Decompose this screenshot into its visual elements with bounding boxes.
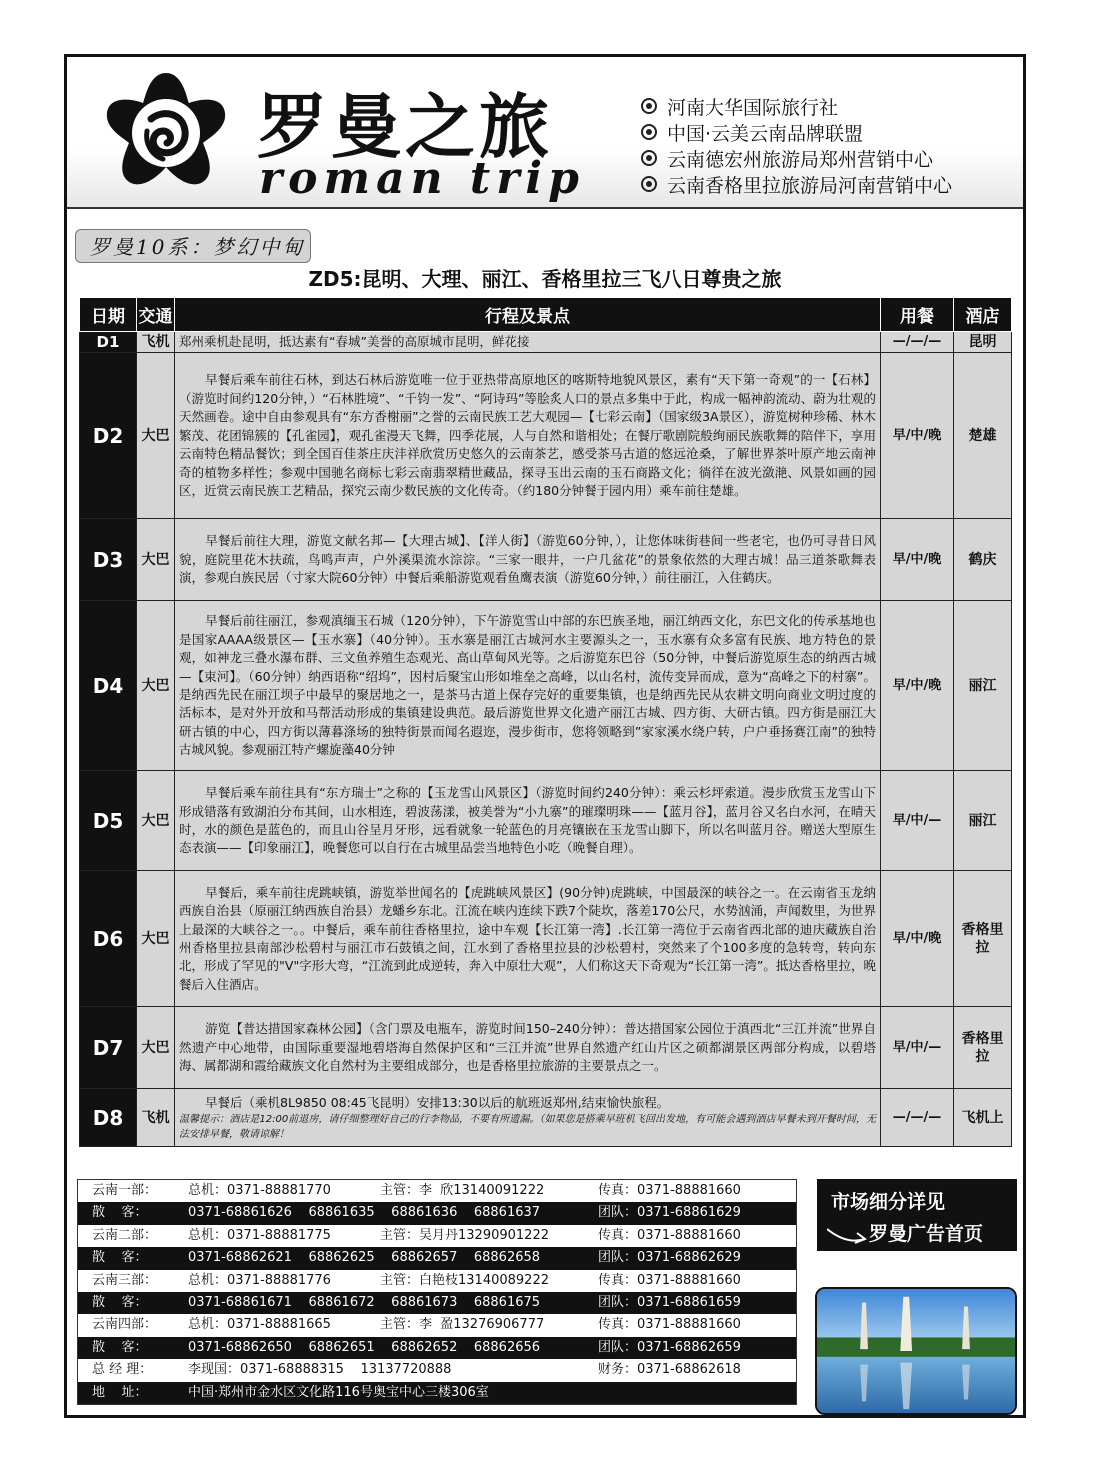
table-row [80,519,1012,601]
transport-cell: 大巴 [137,1007,175,1089]
hotel-cell: 丽江 [954,601,1012,771]
flower-logo-icon [103,69,229,189]
table-row [80,353,1012,519]
transport-cell: 飞机 [137,332,175,353]
contact-row: 云南三部： 总机：0371-88881776 主管：白艳枝13140089222 传真：0371-88881660 [78,1270,796,1292]
itinerary-table [79,297,1012,1147]
org-bullet-icon [641,176,657,192]
col-header-date: 日期 [80,298,137,332]
table-row [80,601,1012,771]
hotel-cell: 丽江 [954,771,1012,871]
meal-cell: 早/中/晚 [881,871,954,1007]
day-cell: D1 [80,332,137,353]
brand-name-en: roman trip [259,153,585,204]
table-row [80,1007,1012,1089]
desc-cell: 早餐后，乘车前往虎跳峡镇，游览举世闻名的【虎跳峡风景区】(90分钟)虎跳峡，中国最深的峡谷之一。在云南省玉龙纳西族自治县（原丽江纳西族自治县）龙蟠乡东北。江流在峡内连续下跌7个陡坎，落差170公尺，水势汹涌，声闻数里，为世界上最深的大峡谷之一。。中餐后，乘车前往香格里拉，途中车观【长江第一湾】.长江第一湾位于云南省西北部的迪庆藏族自治州香格里拉县南部沙松碧村与丽江市石鼓镇之间，江水到了香格里拉县的沙松碧村，突然来了个100多度的急转弯，转向东北，形成了罕见的"V"字形大弯，“江流到此成逆转，奔入中原壮大观”，人们称这天下奇观为“长江第一湾”。抵达香格里拉，晚餐后入住酒店。 [175,871,881,1007]
desc-cell: 早餐后前往丽江，参观滇缅玉石城（120分钟），下午游览雪山中部的东巴族圣地，丽江纳西文化，东巴文化的传承基地也是国家AAAA级景区—【玉水寨】（40分钟）。玉水寨是丽江古城河水主要源头之一，玉水寨有众多富有民族、地方特色的景观，如神龙三叠水瀑布群、三文鱼养殖生态观光、高山草甸风光等。之后游览东巴谷（50分钟，中餐后游览原生态的纳西古城—【束河】。（60分钟）纳西语称“绍坞”，因村后聚宝山形如堆垒之高峰，以山名村，流传变异而成，意为“高峰之下的村寨”。是纳西先民在丽江坝子中最早的聚居地之一，是茶马古道上保存完好的重要集镇，也是纳西先民从农耕文明向商业文明过度的活标本，是对外开放和马帮活动形成的集镇建设典范。最后游览世界文化遗产丽江古城、四方街、大研古镇。四方街是丽江大研古镇的中心，四方街以薄暮涤场的独特街景而闻名遐迩，漫步街市，您将领略到”家家溪水绕户转，户户垂扬赛江南”的独特古城风貌。参观丽江特产螺旋藻40分钟 [175,601,881,771]
series-tag: 罗曼10系：梦幻中甸 [75,229,311,263]
hotel-cell: 香格里拉 [954,871,1012,1007]
org-bullet-icon [641,150,657,166]
contact-row: 总 经 理： 李现国：0371-68888315 13137720888 财务：0371-68862618 [78,1359,796,1381]
day-cell: D2 [80,353,137,519]
transport-cell: 大巴 [137,871,175,1007]
org-bullet-icon [641,98,657,114]
transport-cell: 大巴 [137,353,175,519]
hotel-cell: 飞机上 [954,1089,1012,1147]
contact-row: 地 址： 中国·郑州市金水区文化路116号奥宝中心三楼306室 [78,1382,796,1404]
desc-cell: 游览【普达措国家森林公园】（含门票及电瓶车，游览时间150–240分钟）：普达措国家公园位于滇西北“三江并流”世界自然遗产中心地带，由国际重要湿地碧塔海自然保护区和“三江并流”世界自然遗产红山片区之硕都湖景区两部分构成，以碧塔海、属都湖和霞给藏族文化自然村为主要组成部分，也是香格里拉旅游的主要景点之一。 [175,1007,881,1089]
table-row [80,332,1012,353]
org-item: 云南香格里拉旅游局河南营销中心 [641,171,952,197]
meal-cell: 早/中/— [881,771,954,871]
transport-cell: 飞机 [137,1089,175,1147]
col-header-transport: 交通 [137,298,175,332]
contact-row: 散 客： 0371-68862650 68862651 68862652 68862656 团队：0371-68862659 [78,1337,796,1359]
hotel-cell: 楚雄 [954,353,1012,519]
arrow-icon [827,1225,867,1245]
col-header-meal: 用餐 [881,298,954,332]
org-item: 中国·云美云南品牌联盟 [641,119,952,145]
desc-cell: 郑州乘机赴昆明，抵达素有“春城”美誉的高原城市昆明，鲜花接 [175,332,881,353]
day-cell: D4 [80,601,137,771]
meal-cell: —/—/— [881,332,954,353]
col-header-itinerary: 行程及景点 [175,298,881,332]
contact-row: 散 客： 0371-68862621 68862625 68862657 68862658 团队：0371-68862629 [78,1247,796,1269]
meal-cell: 早/中/晚 [881,353,954,519]
org-item: 河南大华国际旅行社 [641,93,952,119]
day-cell: D6 [80,871,137,1007]
hotel-cell: 香格里拉 [954,1007,1012,1089]
col-header-hotel: 酒店 [954,298,1012,332]
table-row [80,1089,1012,1147]
day-cell: D5 [80,771,137,871]
hotel-cell: 昆明 [954,332,1012,353]
travel-tip-note: 温馨提示：酒店是12:00前退房，请仔细整理好自己的行李物品，不要有所遗漏。（如果您是搭乘早班机飞回出发地，有可能会遇到酒店早餐未到开餐时间，无法安排早餐，敬请谅解！ [179,1114,876,1141]
day-cell: D7 [80,1007,137,1089]
pagoda-photo [815,1287,1017,1415]
org-bullet-icon [641,124,657,140]
desc-cell: 早餐后乘车前往具有“东方瑞士”之称的【玉龙雪山风景区】（游览时间约240分钟）：乘云杉坪索道。漫步欣赏玉龙雪山下形成错落有致湖泊分布其间，山水相连，碧波荡漾，被美誉为“小九寨”的璀璨明珠——【蓝月谷】，蓝月谷又名白水河，在晴天时，水的颜色是蓝色的，而且山谷呈月牙形，远看就象一轮蓝色的月亮镶嵌在玉龙雪山脚下，所以名叫蓝月谷。赠送大型原生态表演——【印象丽江】，晚餐您可以自行在古城里品尝当地特色小吃（晚餐自理）。 [175,771,881,871]
org-item: 云南德宏州旅游局郑州营销中心 [641,145,952,171]
contact-row: 散 客： 0371-68861626 68861635 68861636 68861637 团队：0371-68861629 [78,1202,796,1224]
contact-row: 云南二部： 总机：0371-88881775 主管：吴月丹13290901222 传真：0371-88881660 [78,1225,796,1247]
transport-cell: 大巴 [137,771,175,871]
org-list [641,93,952,197]
meal-cell: —/—/— [881,1089,954,1147]
table-row [80,771,1012,871]
meal-cell: 早/中/晚 [881,601,954,771]
header [67,57,1023,209]
table-row [80,871,1012,1007]
contact-block [77,1179,797,1405]
itinerary-title: ZD5:昆明、大理、丽江、香格里拉三飞八日尊贵之旅 [308,267,782,291]
contact-row: 云南一部： 总机：0371-88881770 主管：李 欣13140091222 传真：0371-88881660 [78,1180,796,1202]
desc-cell: 早餐后乘车前往石林，到达石林后游览唯一位于亚热带高原地区的喀斯特地貌风景区，素有“天下第一奇观”的一【石林】（游览时间约120分钟，）“石林胜境”、“千钧一发”、“阿诗玛”等脍炙人口的景点多集中于此，构成一幅神韵流动、蔚为壮观的天然画卷。途中自由参观具有“东方香榭丽”之誉的云南民族工艺大观园—【七彩云南】（国家级3A景区），游览树种珍稀、林木繁茂、花团锦簇的【孔雀园】，观孔雀漫天飞舞，四季花展，人与自然和谐相处；在餐厅歌剧院般绚丽民族歌舞的陪伴下，享用云南特色精品餐饮；到全国百佳茶庄庆沣祥欣赏历史悠久的云南茶艺，感受茶马古道的悠远沧桑，了解世界茶叶原产地云南神奇的植物多样性；参观中国驰名商标七彩云南翡翠精世藏品，探寻玉出云南的玉石商路文化；徜徉在波光潋滟、风景如画的园区，近赏云南民族工艺精品，探究云南少数民族的文化传奇。（约180分钟餐于园内用）乘车前往楚雄。 [175,353,881,519]
page-frame [64,54,1026,1418]
day-cell: D3 [80,519,137,601]
desc-cell: 早餐后前往大理，游览文献名邦—【大理古城】、【洋人街】（游览60分钟，），让您体味街巷间一些老宅，也仍可寻昔日风貌，庭院里花木扶疏，鸟鸣声声，户外溪渠流水淙淙。“三家一眼井，一户几盆花”的景象依然的大理古城！品三道茶歌舞表演，参观白族民居（寸家大院60分钟）中餐后乘船游览观看鱼鹰表演（游览60分钟，）前往丽江，入住鹤庆。 [175,519,881,601]
transport-cell: 大巴 [137,519,175,601]
brand-name-cn: 罗曼之旅 [257,86,553,168]
day-cell: D8 [80,1089,137,1147]
meal-cell: 早/中/晚 [881,519,954,601]
promo-banner: 市场细分详见 罗曼广告首页 [817,1179,1017,1251]
contact-row: 云南四部： 总机：0371-88881665 主管：李 盈13276906777 传真：0371-88881660 [78,1314,796,1336]
table-header-row [80,298,1012,332]
meal-cell: 早/中/— [881,1007,954,1089]
hotel-cell: 鹤庆 [954,519,1012,601]
desc-cell: 早餐后（乘机8L9850 08:45飞昆明）安排13:30以后的航班返郑州,结束愉快旅程。 温馨提示：酒店是12:00前退房，请仔细整理好自己的行李物品，不要有所遗漏。（如果您是搭乘早班机飞回出发地，有可能会遇到酒店早餐未到开餐时间，无法安排早餐，敬请谅解！ [175,1089,881,1147]
transport-cell: 大巴 [137,601,175,771]
contact-row: 散 客： 0371-68861671 68861672 68861673 68861675 团队：0371-68861659 [78,1292,796,1314]
